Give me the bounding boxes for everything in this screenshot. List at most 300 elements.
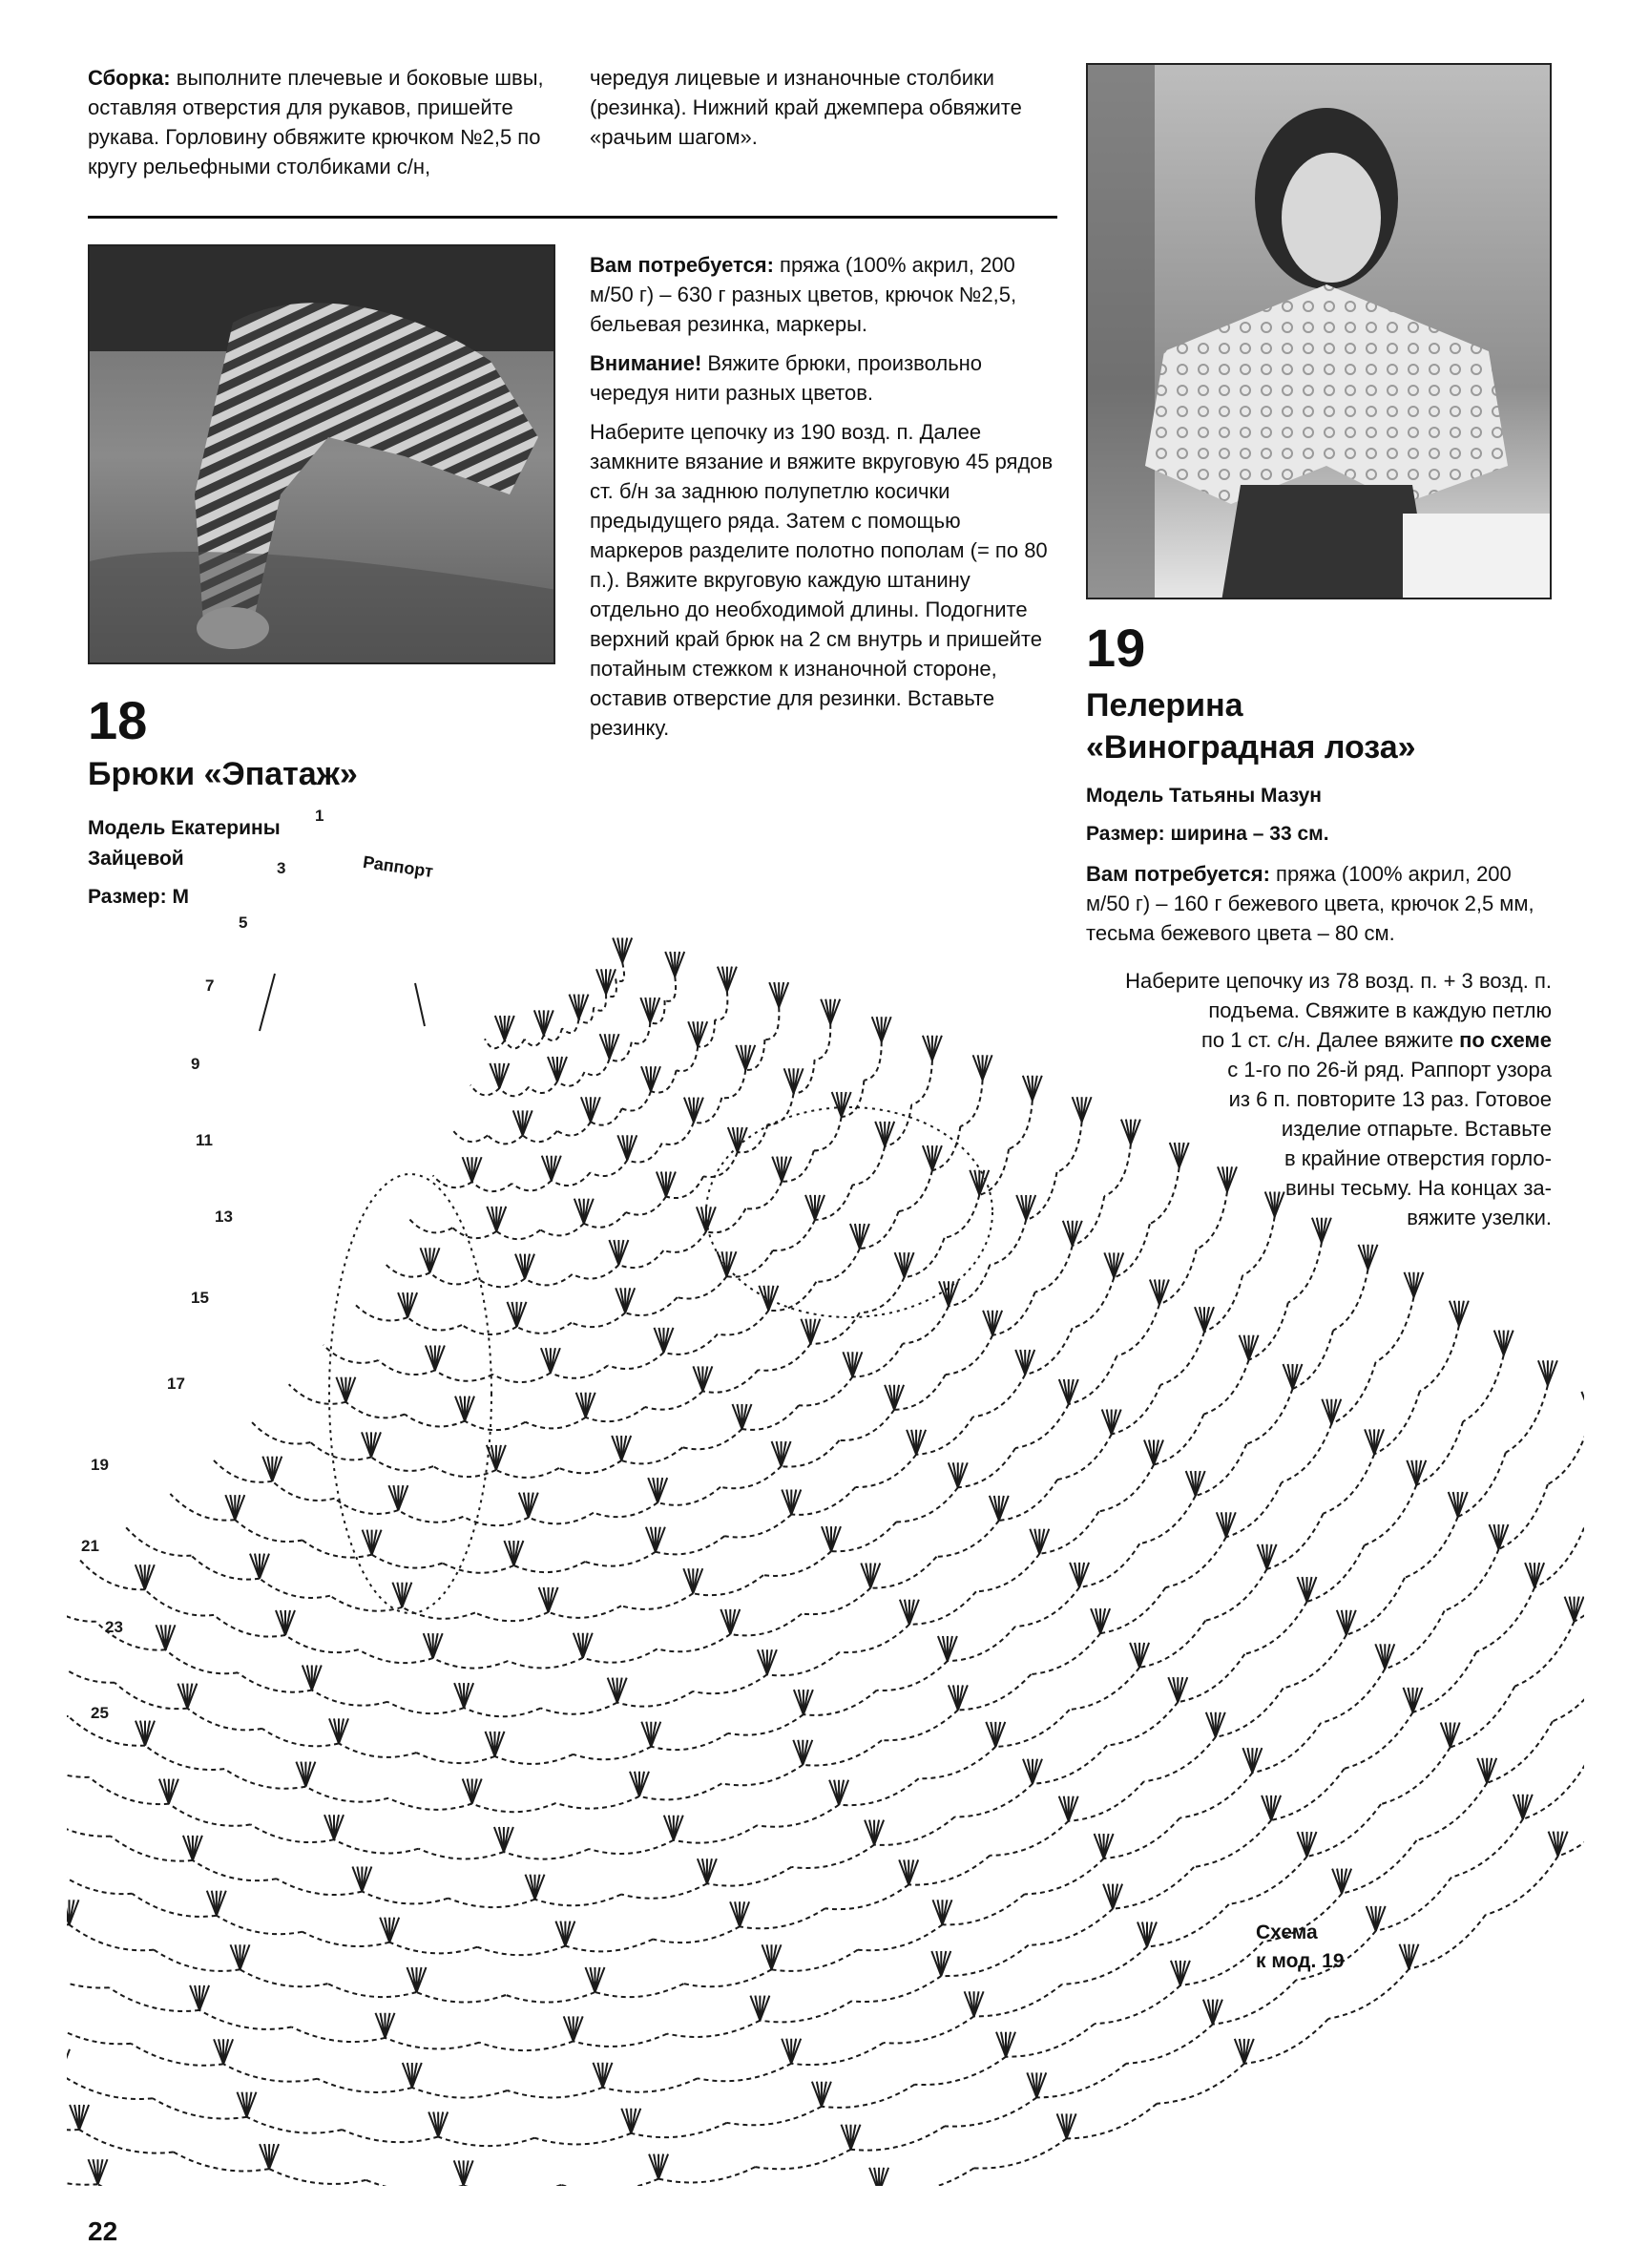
model19-title-line1: Пелерина — [1086, 687, 1243, 724]
chain-arc — [398, 1510, 463, 1522]
chain-arc — [1249, 1303, 1288, 1360]
chain-arc — [552, 1172, 591, 1186]
chain-arc — [773, 1220, 815, 1250]
row-label: 3 — [277, 859, 286, 877]
chain-arc — [621, 1447, 682, 1463]
chain-arc — [472, 1803, 556, 1812]
chain-arc — [896, 1487, 958, 1522]
attention-label: Внимание! — [590, 351, 702, 375]
chain-arc — [67, 1682, 69, 1716]
chain-arc — [658, 2167, 755, 2182]
chain-arc — [603, 2078, 698, 2091]
model19-body-line: подъема. Свяжите в каждую петлю — [1208, 998, 1552, 1022]
chain-arc — [1062, 1947, 1147, 1984]
chain-arc — [430, 1272, 478, 1284]
chain-arc — [816, 1249, 860, 1282]
chain-arc — [504, 1849, 589, 1859]
chain-arc — [1033, 1746, 1107, 1784]
rapport-bracket — [415, 983, 425, 1026]
chain-arc — [772, 1950, 858, 1971]
chain-arc — [1154, 1415, 1204, 1465]
model19-body-line: по 1 ст. с/н. Далее вяжите по схеме — [1201, 1028, 1552, 1052]
chain-arc — [463, 1517, 528, 1525]
chain-arc — [1197, 1191, 1227, 1250]
chain-arc — [1385, 1611, 1444, 1670]
chain-arc — [740, 1908, 825, 1928]
chain-arc — [1244, 1602, 1306, 1654]
chain-arc — [525, 1274, 573, 1285]
chain-arc — [1548, 1417, 1584, 1484]
chain-arc — [1006, 2024, 1095, 2057]
chain-arc — [334, 1839, 419, 1853]
chain-arc — [905, 1238, 945, 1277]
chain-arc — [1015, 1404, 1069, 1448]
chain-arc — [763, 1551, 831, 1576]
chain-arc — [1069, 1781, 1144, 1820]
chain-arc — [409, 1219, 452, 1232]
chain-arc — [995, 1710, 1069, 1747]
chain-arc — [822, 2085, 915, 2108]
chain-arc — [1067, 2104, 1158, 2139]
trousers-photo — [88, 244, 555, 664]
chain-arc — [1523, 1757, 1584, 1819]
chain-arc — [384, 1262, 429, 1276]
chain-arc — [1246, 1389, 1292, 1444]
chain-arc — [289, 1384, 346, 1404]
chain-arc — [1015, 1587, 1079, 1627]
chain-arc — [154, 1950, 240, 1971]
chain-arc — [1345, 1712, 1413, 1769]
chain-arc — [782, 1150, 814, 1181]
stitch-mark — [67, 2049, 70, 2074]
chain-arc — [1226, 1482, 1282, 1537]
chain-arc — [992, 1292, 1035, 1335]
chain-arc — [1114, 1224, 1150, 1277]
chain-arc — [495, 1754, 574, 1764]
chain-arc — [899, 1170, 932, 1211]
chain-arc — [608, 1353, 664, 1369]
chain-arc — [1252, 1723, 1321, 1773]
chain-arc — [485, 1039, 505, 1048]
chain-arc — [1104, 1144, 1131, 1196]
chain-arc — [496, 1229, 540, 1239]
chain-arc — [755, 2150, 850, 2170]
chain-arc — [653, 1926, 740, 1942]
chain-arc — [1025, 1328, 1073, 1375]
chain-arc — [492, 1373, 551, 1382]
chain-arc — [662, 1123, 694, 1144]
chain-arc — [1365, 1485, 1417, 1545]
model19-body-line: из 6 п. повторите 13 раз. Готовое — [1228, 1087, 1552, 1111]
chain-arc — [371, 1457, 433, 1470]
chain-arc — [1376, 1297, 1414, 1362]
model19-title-line2: «Виноградная лоза» — [1086, 729, 1416, 766]
chain-arc — [585, 1552, 656, 1566]
chain-arc — [622, 1091, 651, 1110]
chain-arc — [145, 1589, 214, 1615]
chain-arc — [1159, 1250, 1197, 1305]
assembly-label: Сборка: — [88, 66, 171, 90]
chain-arc — [477, 1946, 565, 1956]
chain-arc — [472, 1182, 512, 1191]
row-label: 1 — [315, 807, 324, 825]
chain-arc — [1205, 1569, 1266, 1621]
chain-arc — [715, 992, 727, 1020]
chain-arc — [443, 1564, 514, 1573]
chain-arc — [851, 1976, 941, 2002]
chain-arc — [561, 2179, 658, 2186]
chain-arc — [791, 2043, 884, 2065]
chain-arc — [799, 1376, 852, 1405]
chain-arc — [1204, 1275, 1242, 1332]
chain-arc — [342, 2130, 438, 2142]
chain-arc — [549, 1606, 621, 1618]
chain-arc — [1451, 1687, 1515, 1748]
chain-arc — [477, 1278, 525, 1287]
chain-arc — [508, 1658, 583, 1669]
chain-arc — [1487, 1721, 1553, 1783]
chain-arc — [223, 2064, 317, 2081]
chain-arc — [496, 1468, 559, 1478]
chain-arc — [247, 2117, 343, 2133]
chain-arc — [973, 1375, 1026, 1417]
chain-arc — [366, 2180, 464, 2186]
chain-arc — [656, 1536, 724, 1554]
chain-arc — [1328, 1969, 1409, 2019]
chain-arc — [768, 1093, 794, 1124]
row-label: 21 — [81, 1537, 99, 1555]
chain-arc — [475, 1612, 549, 1621]
chain-arc — [1070, 1668, 1139, 1710]
chain-arc — [941, 1945, 1028, 1976]
chain-arc — [682, 1429, 741, 1449]
chain-arc — [345, 1402, 405, 1418]
chain-arc — [974, 1984, 1062, 2017]
rapport-label: Раппорт — [362, 851, 435, 882]
chain-arc — [109, 1987, 199, 2011]
chain-arc — [1160, 1332, 1204, 1385]
chain-arc — [1321, 1669, 1385, 1723]
chain-arc — [435, 1371, 492, 1381]
chain-arc — [589, 1840, 674, 1854]
chain-arc — [815, 1024, 831, 1060]
model18-text — [590, 250, 1059, 752]
chain-arc — [852, 1344, 903, 1377]
chain-arc — [903, 1306, 949, 1343]
chain-arc — [335, 1499, 399, 1514]
chain-arc — [240, 1969, 328, 1986]
chain-arc — [758, 1344, 810, 1371]
chain-arc — [1342, 1840, 1416, 1894]
chain-arc — [359, 1649, 433, 1663]
chain-arc — [1139, 1496, 1196, 1544]
chain-arc — [1405, 1517, 1458, 1578]
chain-arc — [757, 1805, 839, 1827]
chain-arc — [1179, 1773, 1252, 1817]
chain-arc — [936, 1521, 998, 1557]
needs-label: Вам потребуется: — [1086, 862, 1270, 886]
row-label: 11 — [196, 1131, 213, 1149]
chain-arc — [595, 1984, 684, 1997]
chain-arc — [387, 1702, 464, 1713]
model19-size: Размер: ширина – 33 см. — [1086, 823, 1329, 845]
model18-needs — [590, 250, 1059, 339]
chain-arc — [946, 1335, 992, 1375]
chain-arc — [728, 1714, 804, 1735]
model18-number: 18 — [88, 690, 148, 750]
chain-arc — [224, 1769, 305, 1789]
chain-arc — [1267, 1514, 1324, 1569]
chain-arc — [664, 1334, 718, 1354]
chain-arc — [551, 1366, 608, 1378]
chain-arc — [1104, 1818, 1180, 1859]
chain-arc — [943, 1894, 1025, 1924]
chain-arc — [272, 1481, 334, 1501]
row-label: 25 — [91, 1704, 109, 1722]
chain-arc — [90, 1777, 169, 1804]
chain-arc — [803, 1740, 882, 1765]
chain-arc — [251, 1824, 334, 1842]
chain-arc — [292, 2027, 386, 2043]
model19-body-line: в крайние отверстия горло- — [1284, 1146, 1552, 1170]
chain-arc — [949, 1265, 990, 1306]
chain-arc — [724, 1515, 791, 1538]
chain-arc — [1307, 1545, 1365, 1602]
chain-arc — [1009, 1101, 1033, 1149]
chain-arc — [586, 1407, 645, 1421]
model19-body-line: с 1-го по 26-й ряд. Раппорт узора — [1227, 1058, 1552, 1082]
chain-arc — [1036, 2064, 1126, 2098]
chain-arc — [310, 1442, 371, 1460]
chain-arc — [559, 1460, 621, 1473]
chain-arc — [169, 1804, 251, 1826]
chain-arc — [852, 1146, 885, 1185]
row-label: 7 — [205, 976, 215, 995]
row-label: 9 — [191, 1055, 200, 1073]
chain-arc — [721, 1070, 745, 1098]
chain-arc — [214, 1615, 285, 1637]
assembly-text — [88, 63, 565, 181]
chain-arc — [199, 2010, 292, 2029]
chain-arc — [882, 1710, 958, 1740]
chain-arc — [488, 1135, 523, 1144]
chain-arc — [145, 1746, 224, 1770]
model19-body-line: вины тесьму. На концах за- — [1284, 1176, 1552, 1200]
model18-title: Брюки «Эпатаж» — [88, 756, 358, 792]
author-line-2: Зайцевой — [88, 848, 184, 870]
chain-arc — [720, 1466, 782, 1488]
chain-arc — [557, 1072, 585, 1086]
chain-arc — [879, 2168, 973, 2186]
chain-arc — [1282, 1424, 1331, 1482]
chain-arc — [804, 1690, 877, 1715]
page-number: 22 — [88, 2216, 118, 2246]
chain-arc — [1204, 1360, 1249, 1415]
chain-arc — [235, 1520, 303, 1542]
chain-arc — [583, 1648, 658, 1662]
chain-arc — [678, 1276, 727, 1298]
model19-author: Модель Татьяны Мазун — [1086, 785, 1322, 807]
chain-arc — [405, 1415, 465, 1427]
row-label: 17 — [167, 1375, 185, 1393]
chain-arc — [513, 1562, 585, 1572]
chain-arc — [238, 1672, 312, 1691]
chain-arc — [541, 1703, 617, 1714]
chain-arc — [479, 2041, 574, 2050]
chain-arc — [1112, 1385, 1160, 1435]
chain-arc — [1029, 1909, 1113, 1945]
cape-photo-image — [1088, 65, 1552, 599]
chain-arc — [1307, 1804, 1382, 1857]
chain-arc — [79, 2130, 174, 2153]
chain-arc — [621, 1593, 693, 1609]
chain-arc — [573, 1265, 619, 1279]
chain-arc — [815, 1185, 852, 1220]
chain-arc — [193, 1860, 277, 1880]
chain-arc — [1445, 1549, 1499, 1611]
chain-arc — [702, 1370, 758, 1393]
chain-arc — [908, 1856, 990, 1885]
chain-arc — [864, 1041, 881, 1081]
chain-arc — [1284, 1635, 1346, 1689]
chain-arc — [1031, 1633, 1100, 1674]
chain-arc — [1244, 2019, 1328, 2064]
chain-arc — [419, 1849, 504, 1859]
chain-arc — [433, 1658, 509, 1668]
chain-arc — [839, 1778, 919, 1805]
chain-arc — [860, 1211, 899, 1249]
chain-arc — [1416, 1421, 1463, 1485]
chain-arc — [452, 1228, 496, 1238]
chain-arc — [990, 1821, 1068, 1856]
attention-body: Вяжите брюки, произвольно чередуя нити разных цветов. — [590, 351, 983, 405]
chain-arc — [874, 1816, 954, 1845]
chain-arc — [1180, 1942, 1263, 1985]
chain-arc — [840, 1410, 895, 1440]
chain-arc — [312, 1690, 387, 1706]
chain-arc — [464, 2185, 561, 2186]
chain-arc — [355, 1304, 407, 1320]
chain-arc — [1165, 1537, 1225, 1587]
chain-arc — [465, 1421, 526, 1431]
chain-arc — [1416, 1783, 1487, 1840]
chain-arc — [1553, 1656, 1584, 1722]
chain-arc — [645, 1391, 703, 1409]
chain-arc — [417, 1992, 507, 2003]
chain-arc — [98, 2184, 195, 2186]
chain-arc — [303, 1932, 389, 1946]
chain-arc — [1194, 1820, 1271, 1867]
cape-photo — [1086, 63, 1552, 599]
model18-body: Наберите цепочку из 190 возд. п. Далее замкните вязание и вяжите вкруговую 45 рядов ст. б/н за заднюю полупетлю косички предыдущего ряда. Затем с помощью маркеров разделите полотно пополам (= по 80 п.). Вяжите вкруговую каждую штанину отдельно до необходимой длины. Подогните верхний край брюк на 2 см внутрь и пришейте потайным стежком к изнаночной стороне, оставив отверстие для резинки. Вставьте резинку. — [590, 420, 1054, 740]
chain-arc — [79, 1559, 145, 1589]
chain-arc — [721, 1765, 803, 1785]
chain-arc — [1144, 1737, 1216, 1782]
crochet-chart — [67, 802, 1584, 2186]
chain-arc — [330, 1596, 403, 1611]
chain-arc — [1117, 1305, 1159, 1356]
chain-arc — [166, 1649, 239, 1673]
chain-arc — [884, 2016, 974, 2043]
chain-arc — [730, 1614, 802, 1636]
chain-arc — [453, 1131, 488, 1143]
chain-arc — [1229, 1857, 1307, 1904]
chain-arc — [1381, 1748, 1451, 1805]
chain-arc — [1057, 1435, 1112, 1480]
model18-size: Размер: М — [88, 886, 189, 908]
chain-arc — [909, 1591, 976, 1624]
chain-arc — [1147, 1904, 1229, 1947]
chain-arc — [856, 1455, 917, 1487]
chain-arc — [362, 1892, 448, 1904]
chain-arc — [658, 1487, 720, 1505]
chain-arc — [438, 2137, 534, 2147]
model19-body-line: вяжите узелки. — [1407, 1206, 1552, 1229]
chain-arc — [389, 1942, 477, 1954]
model19-body-line: Наберите цепочку из 78 возд. п. + 3 возд. п. — [1125, 969, 1552, 993]
chain-arc — [526, 1418, 586, 1429]
chain-arc — [269, 2169, 366, 2184]
chain-arc — [574, 1747, 652, 1760]
chain-arc — [911, 1060, 932, 1104]
chain-arc — [1157, 2064, 1244, 2104]
chain-arc — [616, 963, 624, 982]
chain-arc — [153, 2098, 247, 2118]
chain-arc — [703, 1152, 738, 1177]
chain-arc — [407, 1317, 462, 1330]
chain-arc — [955, 1784, 1033, 1817]
chain-arc — [1413, 1652, 1477, 1712]
chain-arc — [718, 1311, 769, 1335]
chain-arc — [1409, 1915, 1486, 1969]
chain-arc — [990, 1220, 1026, 1265]
chain-arc — [305, 1787, 388, 1802]
chain-arc — [433, 1175, 472, 1187]
chain-arc — [412, 2088, 508, 2098]
chain-arc — [626, 1197, 666, 1215]
chain-arc — [562, 1019, 579, 1034]
chain-arc — [706, 1208, 746, 1232]
chain-arc — [631, 2123, 726, 2137]
model19-body-line: изделие отпарьте. Вставьте — [1281, 1117, 1552, 1141]
chain-arc — [707, 1867, 792, 1886]
chain-arc — [860, 1277, 905, 1312]
chain-arc — [131, 2044, 223, 2066]
chain-arc — [851, 2126, 946, 2150]
chain-arc — [499, 1087, 529, 1097]
chain-arc — [958, 1448, 1015, 1487]
chain-arc — [877, 1661, 948, 1690]
chart-caption-line2: к мод. 19 — [1256, 1950, 1345, 1972]
chain-arc — [651, 1733, 728, 1750]
stitch-mark — [1581, 1392, 1584, 1417]
chain-arc — [693, 1674, 767, 1693]
chain-arc — [1506, 1385, 1548, 1452]
chain-arc — [67, 1960, 109, 1988]
chain-arc — [508, 2088, 603, 2098]
chain-arc — [556, 1796, 640, 1809]
chain-arc — [529, 1513, 594, 1524]
row-label: 5 — [239, 914, 248, 932]
chain-arc — [67, 1651, 115, 1682]
chain-arc — [1095, 1985, 1180, 2024]
chain-arc — [416, 1753, 494, 1763]
chain-arc — [585, 1059, 610, 1075]
chain-arc — [632, 1022, 651, 1043]
chain-arc — [617, 1691, 693, 1707]
chain-arc — [523, 1131, 557, 1143]
chain-arc — [574, 2034, 667, 2047]
